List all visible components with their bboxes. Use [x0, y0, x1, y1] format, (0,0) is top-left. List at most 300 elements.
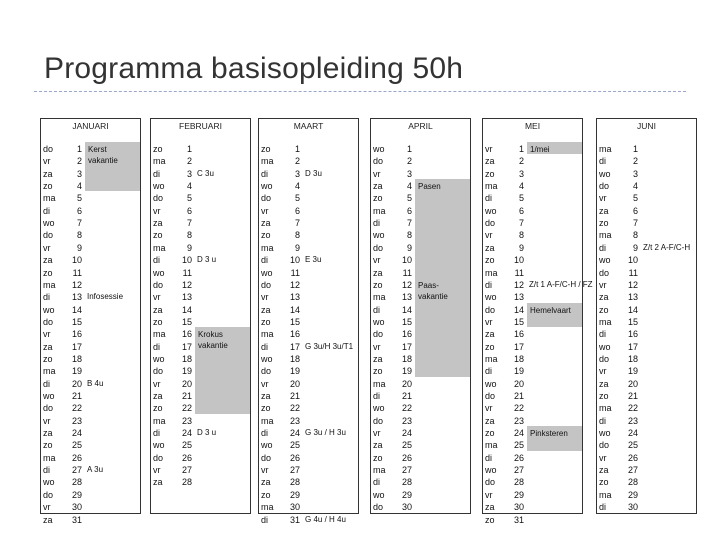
day-row [483, 168, 582, 180]
day-row [371, 229, 470, 241]
day-row [151, 192, 250, 204]
day-row [41, 304, 140, 316]
day-row [371, 316, 470, 328]
day-number: 13 [181, 292, 192, 303]
day-number: 4 [632, 181, 638, 192]
day-number: 19 [181, 366, 192, 377]
day-number: 5 [632, 193, 638, 204]
day-number: 27 [401, 465, 412, 476]
event-label: D 3 u [197, 428, 217, 438]
event-label: A 3u [87, 465, 104, 475]
day-number: 19 [71, 366, 82, 377]
weekday-label: ma [485, 181, 498, 192]
day-row [41, 316, 140, 328]
day-row [259, 205, 358, 217]
day-row [41, 143, 140, 155]
day-row [483, 514, 582, 526]
day-row [483, 217, 582, 229]
day-row [41, 168, 140, 180]
weekday-label: di [599, 156, 607, 167]
day-row [151, 291, 250, 303]
weekday-label: zo [261, 489, 271, 500]
day-row [483, 242, 582, 254]
weekday-label: ma [43, 279, 56, 290]
day-row [597, 267, 696, 279]
weekday-label: vr [43, 242, 51, 253]
day-row [483, 254, 582, 266]
weekday-label: vr [599, 279, 607, 290]
weekday-label: za [373, 181, 383, 192]
event-label: Infosessie [87, 292, 124, 302]
day-row [41, 217, 140, 229]
weekday-label: wo [599, 255, 611, 266]
day-row [597, 353, 696, 365]
day-number: 11 [402, 267, 412, 278]
day-row [371, 217, 470, 229]
day-number: 15 [627, 316, 638, 327]
weekday-label: ma [261, 329, 274, 340]
weekday-label: di [153, 428, 161, 439]
weekday-label: zo [485, 168, 495, 179]
day-number: 20 [401, 378, 412, 389]
day-row [371, 476, 470, 488]
day-row [597, 365, 696, 377]
day-row [259, 254, 358, 266]
day-row [371, 192, 470, 204]
day-row [41, 415, 140, 427]
day-row [597, 501, 696, 513]
weekday-label: do [373, 502, 384, 513]
weekday-label: zo [261, 230, 271, 241]
weekday-label: di [599, 502, 607, 513]
day-row [597, 427, 696, 439]
day-number: 24 [181, 428, 192, 439]
weekday-label: wo [261, 267, 273, 278]
weekday-label: vr [373, 341, 381, 352]
day-number: 27 [627, 465, 638, 476]
day-number: 27 [181, 465, 192, 476]
day-number: 8 [76, 230, 82, 241]
day-row [41, 476, 140, 488]
day-number: 22 [627, 403, 638, 414]
day-number: 3 [406, 168, 412, 179]
weekday-label: vr [485, 144, 493, 154]
weekday-label: zo [373, 452, 383, 463]
weekday-label: vr [599, 193, 607, 204]
day-row [151, 476, 250, 488]
weekday-label: vr [261, 378, 269, 389]
day-row [597, 217, 696, 229]
weekday-label: do [43, 403, 54, 414]
weekday-label: vr [153, 205, 161, 216]
day-number: 12 [513, 279, 524, 290]
day-row [597, 464, 696, 476]
weekday-label: vr [153, 292, 161, 303]
day-number: 9 [518, 242, 524, 253]
day-row [151, 242, 250, 254]
day-number: 26 [181, 452, 192, 463]
day-row [483, 402, 582, 414]
weekday-label: za [261, 391, 271, 401]
day-row [483, 501, 582, 513]
day-number: 10 [289, 255, 300, 266]
day-number: 23 [513, 415, 524, 426]
day-number: 20 [181, 378, 192, 389]
weekday-label: di [153, 168, 161, 179]
day-row [259, 514, 358, 526]
day-row [41, 341, 140, 353]
weekday-label: za [599, 205, 609, 216]
weekday-label: do [261, 366, 272, 377]
day-number: 6 [76, 205, 82, 216]
day-number: 24 [513, 428, 524, 439]
weekday-label: do [485, 304, 496, 315]
weekday-label: zo [485, 514, 495, 525]
weekday-label: vr [485, 489, 493, 500]
event-label: G 3u/H 3u/T1 [305, 341, 354, 351]
weekday-label: di [373, 304, 381, 315]
event-label: D 3 u [197, 255, 217, 265]
day-number: 17 [181, 341, 192, 352]
weekday-label: za [261, 218, 271, 229]
weekday-label: wo [43, 218, 55, 229]
weekday-label: do [373, 415, 384, 426]
weekday-label: vr [485, 316, 493, 327]
weekday-label: zo [599, 477, 609, 488]
weekday-label: ma [373, 205, 386, 216]
day-number: 21 [513, 391, 524, 401]
day-row [259, 476, 358, 488]
weekday-label: vr [599, 452, 607, 463]
day-row [41, 229, 140, 241]
day-number: 7 [76, 218, 82, 229]
day-number: 5 [76, 193, 82, 204]
day-row [597, 229, 696, 241]
day-number: 17 [401, 341, 412, 352]
weekday-label: vr [373, 428, 381, 439]
day-row [41, 390, 140, 402]
day-row [597, 452, 696, 464]
weekday-label: wo [153, 267, 165, 278]
weekday-label: za [599, 378, 609, 389]
day-row [371, 427, 470, 439]
day-number: 26 [513, 452, 524, 463]
day-number: 30 [627, 502, 638, 513]
day-number: 4 [186, 181, 192, 192]
day-number: 28 [627, 477, 638, 488]
day-number: 24 [289, 428, 300, 439]
weekday-label: di [43, 465, 51, 476]
day-row [597, 143, 696, 155]
day-number: 14 [181, 304, 192, 315]
day-row [259, 143, 358, 155]
day-row [151, 254, 250, 266]
weekday-label: do [599, 440, 610, 451]
day-number: 14 [401, 304, 412, 315]
day-row [483, 291, 582, 303]
weekday-label: za [485, 415, 495, 426]
weekday-label: zo [261, 403, 271, 414]
day-row [259, 180, 358, 192]
day-number: 2 [76, 156, 82, 167]
weekday-label: ma [373, 465, 386, 476]
day-row [483, 143, 582, 155]
day-number: 2 [406, 156, 412, 167]
day-row [41, 427, 140, 439]
weekday-label: di [261, 255, 269, 266]
day-row [151, 402, 250, 414]
weekday-label: ma [153, 156, 166, 167]
day-row [371, 489, 470, 501]
day-row [483, 192, 582, 204]
month-name: JUNI [637, 121, 656, 131]
day-row [151, 267, 250, 279]
weekday-label: wo [373, 316, 385, 327]
day-number: 8 [406, 230, 412, 241]
day-number: 20 [513, 378, 524, 389]
day-number: 10 [181, 255, 192, 266]
month-name: MEI [524, 121, 541, 131]
day-row [151, 341, 250, 353]
day-number: 7 [186, 218, 192, 229]
day-number: 10 [401, 255, 412, 266]
day-number: 1 [186, 144, 192, 154]
day-row [259, 378, 358, 390]
weekday-label: zo [153, 316, 163, 327]
day-row [597, 439, 696, 451]
day-number: 20 [71, 378, 82, 389]
weekday-label: wo [43, 391, 55, 401]
event-label: Z/t 2 A-F/C-H [643, 242, 691, 252]
weekday-label: do [373, 242, 384, 253]
day-number: 20 [627, 378, 638, 389]
weekday-label: wo [153, 440, 165, 451]
day-row [151, 415, 250, 427]
day-row [597, 390, 696, 402]
weekday-label: zo [43, 181, 53, 192]
day-row [259, 168, 358, 180]
weekday-label: ma [153, 415, 166, 426]
weekday-label: za [153, 391, 163, 401]
title-divider [34, 91, 686, 92]
day-row [597, 378, 696, 390]
weekday-label: za [485, 242, 495, 253]
holiday-block: Paas- vakantie [415, 278, 470, 377]
weekday-label: vr [43, 329, 51, 340]
day-number: 7 [518, 218, 524, 229]
day-row [151, 217, 250, 229]
day-row [151, 328, 250, 340]
day-number: 20 [289, 378, 300, 389]
day-number: 24 [71, 428, 82, 439]
day-row [259, 464, 358, 476]
weekday-label: wo [373, 403, 385, 414]
weekday-label: za [43, 168, 53, 179]
day-row [259, 316, 358, 328]
weekday-label: vr [153, 378, 161, 389]
day-number: 21 [289, 391, 300, 401]
day-row [259, 279, 358, 291]
weekday-label: ma [599, 489, 612, 500]
day-number: 31 [289, 514, 300, 525]
weekday-label: wo [485, 378, 497, 389]
day-number: 4 [76, 181, 82, 192]
day-row [597, 304, 696, 316]
weekday-label: wo [485, 205, 497, 216]
day-row [371, 242, 470, 254]
day-row [151, 452, 250, 464]
day-number: 14 [513, 304, 524, 315]
day-number: 25 [513, 440, 524, 451]
day-row [151, 464, 250, 476]
day-number: 21 [71, 391, 82, 401]
weekday-label: za [599, 292, 609, 303]
weekday-label: di [153, 341, 161, 352]
month-name: APRIL [408, 121, 433, 131]
weekday-label: ma [485, 267, 498, 278]
weekday-label: vr [485, 403, 493, 414]
weekday-label: zo [485, 341, 495, 352]
day-number: 3 [186, 168, 192, 179]
weekday-label: do [43, 230, 54, 241]
day-number: 26 [71, 452, 82, 463]
day-number: 10 [513, 255, 524, 266]
day-row [371, 452, 470, 464]
day-row [597, 291, 696, 303]
day-number: 22 [289, 403, 300, 414]
day-number: 21 [181, 391, 192, 401]
day-row [597, 180, 696, 192]
weekday-label: wo [153, 353, 165, 364]
day-number: 15 [289, 316, 300, 327]
weekday-label: za [43, 428, 53, 439]
day-number: 24 [627, 428, 638, 439]
month-march [258, 118, 359, 525]
weekday-label: vr [485, 230, 493, 241]
day-number: 14 [71, 304, 82, 315]
weekday-label: ma [153, 329, 166, 340]
weekday-label: zo [43, 267, 53, 278]
day-number: 26 [401, 452, 412, 463]
day-row [483, 378, 582, 390]
day-row [41, 192, 140, 204]
day-row [483, 489, 582, 501]
day-row [41, 439, 140, 451]
day-number: 23 [71, 415, 82, 426]
day-row [41, 242, 140, 254]
day-row [259, 501, 358, 513]
weekday-label: do [153, 193, 164, 204]
day-row [259, 341, 358, 353]
day-number: 21 [627, 391, 638, 401]
weekday-label: di [43, 378, 51, 389]
weekday-label: za [261, 304, 271, 315]
day-number: 13 [401, 292, 412, 303]
day-row [151, 279, 250, 291]
weekday-label: ma [43, 193, 56, 204]
day-number: 10 [71, 255, 82, 266]
holiday-block: Krokus vakantie [195, 327, 250, 413]
weekday-label: za [373, 267, 383, 278]
day-number: 5 [186, 193, 192, 204]
weekday-label: do [261, 193, 272, 204]
day-number: 14 [627, 304, 638, 315]
weekday-label: zo [485, 428, 495, 439]
day-number: 11 [514, 267, 524, 278]
day-row [259, 328, 358, 340]
day-number: 8 [294, 230, 300, 241]
day-row [597, 192, 696, 204]
day-number: 23 [627, 415, 638, 426]
day-row [597, 279, 696, 291]
day-row [151, 427, 250, 439]
day-number: 30 [289, 502, 300, 513]
weekday-label: do [43, 489, 54, 500]
day-row [41, 155, 140, 167]
weekday-label: di [599, 329, 607, 340]
weekday-label: wo [261, 181, 273, 192]
weekday-label: za [43, 514, 53, 525]
day-number: 17 [289, 341, 300, 352]
day-row [151, 365, 250, 377]
day-number: 13 [71, 292, 82, 303]
day-row [371, 464, 470, 476]
day-number: 16 [513, 329, 524, 340]
weekday-label: za [153, 477, 163, 488]
day-number: 31 [513, 514, 524, 525]
day-number: 3 [294, 168, 300, 179]
day-row [483, 439, 582, 451]
day-row [259, 452, 358, 464]
day-number: 16 [71, 329, 82, 340]
month-february [150, 118, 251, 514]
day-number: 16 [289, 329, 300, 340]
weekday-label: ma [599, 403, 612, 414]
weekday-label: za [43, 255, 53, 266]
day-number: 1 [76, 144, 82, 154]
day-number: 17 [513, 341, 524, 352]
day-row [371, 304, 470, 316]
weekday-label: do [485, 391, 496, 401]
day-number: 11 [72, 267, 82, 278]
day-number: 11 [628, 267, 638, 278]
holiday-block: Kerst vakantie [85, 142, 140, 191]
day-number: 18 [289, 353, 300, 364]
day-number: 21 [401, 391, 412, 401]
day-row [41, 489, 140, 501]
weekday-label: vr [599, 366, 607, 377]
event-label: B 4u [87, 378, 104, 388]
day-number: 18 [181, 353, 192, 364]
weekday-label: za [373, 440, 383, 451]
day-row [371, 205, 470, 217]
day-number: 8 [518, 230, 524, 241]
day-row [483, 279, 593, 291]
day-row [597, 402, 696, 414]
day-row [371, 402, 470, 414]
weekday-label: do [153, 279, 164, 290]
month-name: MAART [293, 121, 324, 131]
weekday-label: di [485, 452, 493, 463]
month-january [40, 118, 141, 525]
weekday-label: do [261, 279, 272, 290]
event-label: Z/t 1 A-F/C-H / FZ [529, 279, 593, 289]
day-number: 3 [632, 168, 638, 179]
day-number: 10 [627, 255, 638, 266]
day-number: 9 [76, 242, 82, 253]
day-number: 8 [186, 230, 192, 241]
weekday-label: vr [43, 415, 51, 426]
